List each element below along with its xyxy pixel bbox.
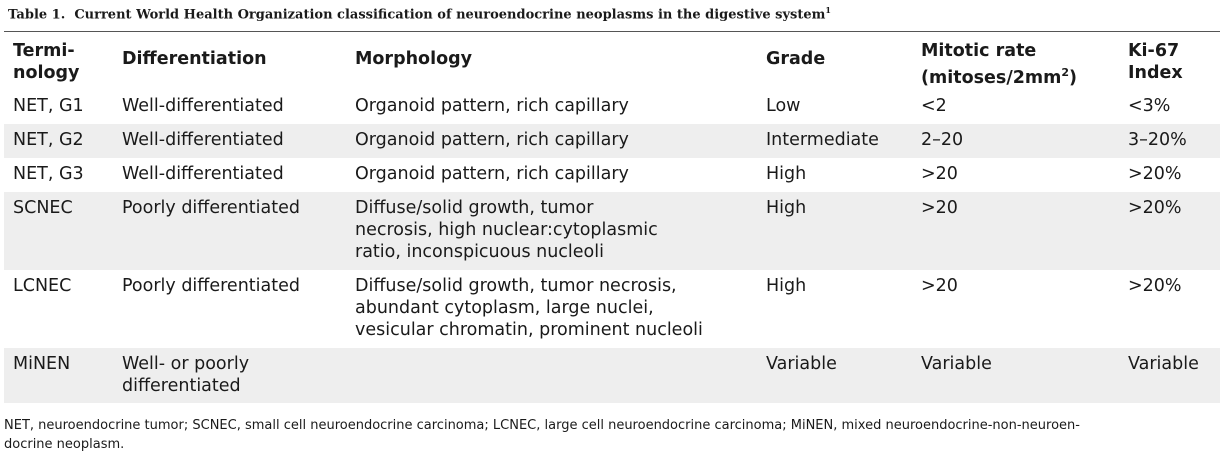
header-row xyxy=(4,34,1220,90)
cell-grade: High xyxy=(766,164,807,184)
cell-grade: Low xyxy=(766,96,801,116)
cell-mitotic-rate: <2 xyxy=(921,96,947,116)
caption-label: Table 1. xyxy=(8,7,66,23)
cell-grade: Intermediate xyxy=(757,124,912,158)
cell-ki67-index: >20% xyxy=(1128,276,1182,296)
table-footnote: NET, neuroendocrine tumor; SCNEC, small cell neuroendocrine carcinoma; LCNEC, large cell neuroendocrine carcinoma; MiNEN, mixed neuroendocrine-non-neuroen- docrine neoplasm. xyxy=(4,418,1080,452)
header-ki67-index: Ki-67 Index xyxy=(1119,34,1220,90)
cell-mitotic-rate: 2–20 xyxy=(912,124,1119,158)
cell-differentiation: Well-differentiated xyxy=(113,124,346,158)
cell-morphology: Diffuse/solid growth, tumor necrosis, abundant cytoplasm, large nuclei, vesicular chromatin, prominent nucleoli xyxy=(355,276,703,340)
cell-terminology: NET, G3 xyxy=(13,164,84,184)
cell-terminology: SCNEC xyxy=(4,192,113,270)
table-row xyxy=(4,192,1220,270)
top-rule xyxy=(4,31,1220,32)
table-row xyxy=(4,90,1220,124)
cell-mitotic-rate: >20 xyxy=(912,192,1119,270)
cell-terminology: NET, G1 xyxy=(13,96,84,116)
table-row xyxy=(4,124,1220,158)
cell-mitotic-rate: >20 xyxy=(921,276,958,296)
cell-grade: Variable xyxy=(757,348,912,403)
cell-mitotic-rate: >20 xyxy=(921,164,958,184)
cell-ki67-index: <3% xyxy=(1128,96,1171,116)
cell-morphology: Diffuse/solid growth, tumor necrosis, high nuclear:cytoplasmic ratio, inconspicuous nucleoli xyxy=(346,192,757,270)
cell-grade: High xyxy=(757,192,912,270)
cell-morphology: Organoid pattern, rich capillary xyxy=(355,164,629,184)
cell-differentiation: Well-differentiated xyxy=(122,96,284,116)
header-terminology: Termi- nology xyxy=(4,34,113,90)
classification-table xyxy=(4,34,1220,403)
cell-ki67-index: 3–20% xyxy=(1119,124,1220,158)
cell-terminology: MiNEN xyxy=(4,348,113,403)
table-caption xyxy=(8,5,831,22)
table-row xyxy=(4,348,1220,403)
cell-differentiation: Poorly differentiated xyxy=(122,276,300,296)
header-mitotic-rate: Mitotic rate $(mitoses/2mm^2)$ xyxy=(912,34,1119,90)
cell-differentiation: Poorly differentiated xyxy=(113,192,346,270)
header-morphology: Morphology xyxy=(346,34,757,90)
cell-ki67-index: >20% xyxy=(1119,192,1220,270)
cell-terminology: NET, G2 xyxy=(4,124,113,158)
cell-differentiation: Well-differentiated xyxy=(122,164,284,184)
cell-mitotic-rate: Variable xyxy=(912,348,1119,403)
caption-reference: 1 xyxy=(825,5,831,15)
cell-differentiation: Well- or poorly differentiated xyxy=(113,348,346,403)
table-row xyxy=(4,158,1220,192)
cell-morphology: Organoid pattern, rich capillary xyxy=(355,96,629,116)
cell-ki67-index: Variable xyxy=(1119,348,1220,403)
table-row xyxy=(4,270,1220,348)
header-differentiation: Differentiation xyxy=(113,34,346,90)
caption-title: Current World Health Organization classification of neuroendocrine neoplasms in the digestive system xyxy=(74,7,826,23)
cell-morphology xyxy=(346,348,757,403)
cell-grade: High xyxy=(766,276,807,296)
cell-terminology: LCNEC xyxy=(13,276,72,296)
header-grade: Grade xyxy=(757,34,912,90)
cell-morphology: Organoid pattern, rich capillary xyxy=(346,124,757,158)
cell-ki67-index: >20% xyxy=(1128,164,1182,184)
